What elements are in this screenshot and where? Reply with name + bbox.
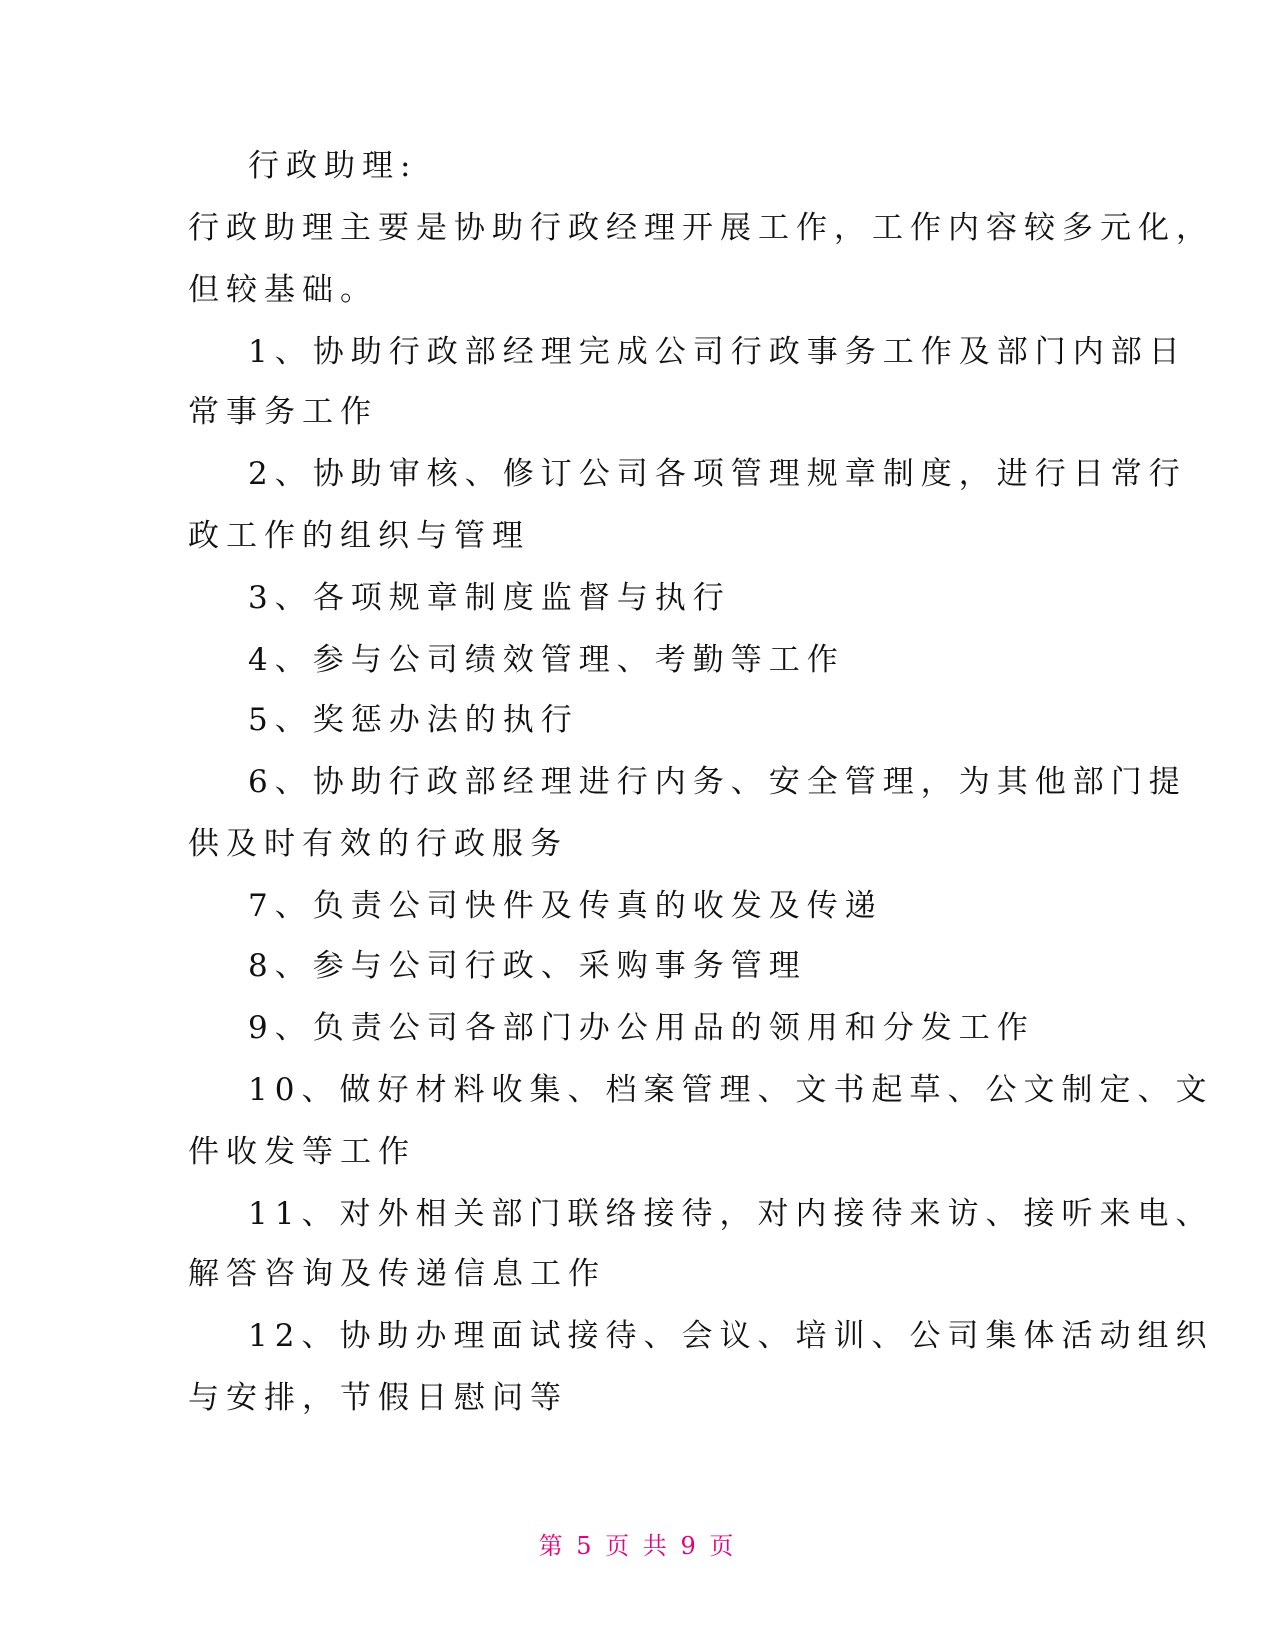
list-item-12: 12、协助办理面试接待、会议、培训、公司集体活动组织 [248,1318,1214,1354]
list-item-3: 3、各项规章制度监督与执行 [248,580,731,616]
list-item-10: 10、做好材料收集、档案管理、文书起草、公文制定、文 [248,1072,1214,1108]
list-item-6-continued: 供及时有效的行政服务 [188,826,568,862]
list-item-6: 6、协助行政部经理进行内务、安全管理，为其他部门提 [248,764,1187,800]
list-item-2-continued: 政工作的组织与管理 [188,518,530,554]
list-item-4: 4、参与公司绩效管理、考勤等工作 [248,642,845,678]
list-item-9: 9、负责公司各部门办公用品的领用和分发工作 [248,1010,1035,1046]
list-item-2: 2、协助审核、修订公司各项管理规章制度，进行日常行 [248,456,1187,492]
page-number-footer: 第 5 页 共 9 页 [538,1532,737,1560]
intro-line-1: 行政助理主要是协助行政经理开展工作，工作内容较多元化， [188,210,1214,246]
list-item-10-continued: 件收发等工作 [188,1134,416,1170]
list-item-5: 5、奖惩办法的执行 [248,702,579,738]
list-item-8: 8、参与公司行政、采购事务管理 [248,948,807,984]
list-item-12-continued: 与安排，节假日慰问等 [188,1380,568,1416]
list-item-11-continued: 解答咨询及传递信息工作 [188,1256,606,1292]
intro-line-2: 但较基础。 [188,272,378,308]
list-item-11: 11、对外相关部门联络接待，对内接待来访、接听来电、 [248,1196,1214,1232]
list-item-7: 7、负责公司快件及传真的收发及传递 [248,888,883,924]
list-item-1: 1、协助行政部经理完成公司行政事务工作及部门内部日 [248,334,1187,370]
section-heading: 行政助理: [248,148,418,184]
list-item-1-continued: 常事务工作 [188,394,378,430]
